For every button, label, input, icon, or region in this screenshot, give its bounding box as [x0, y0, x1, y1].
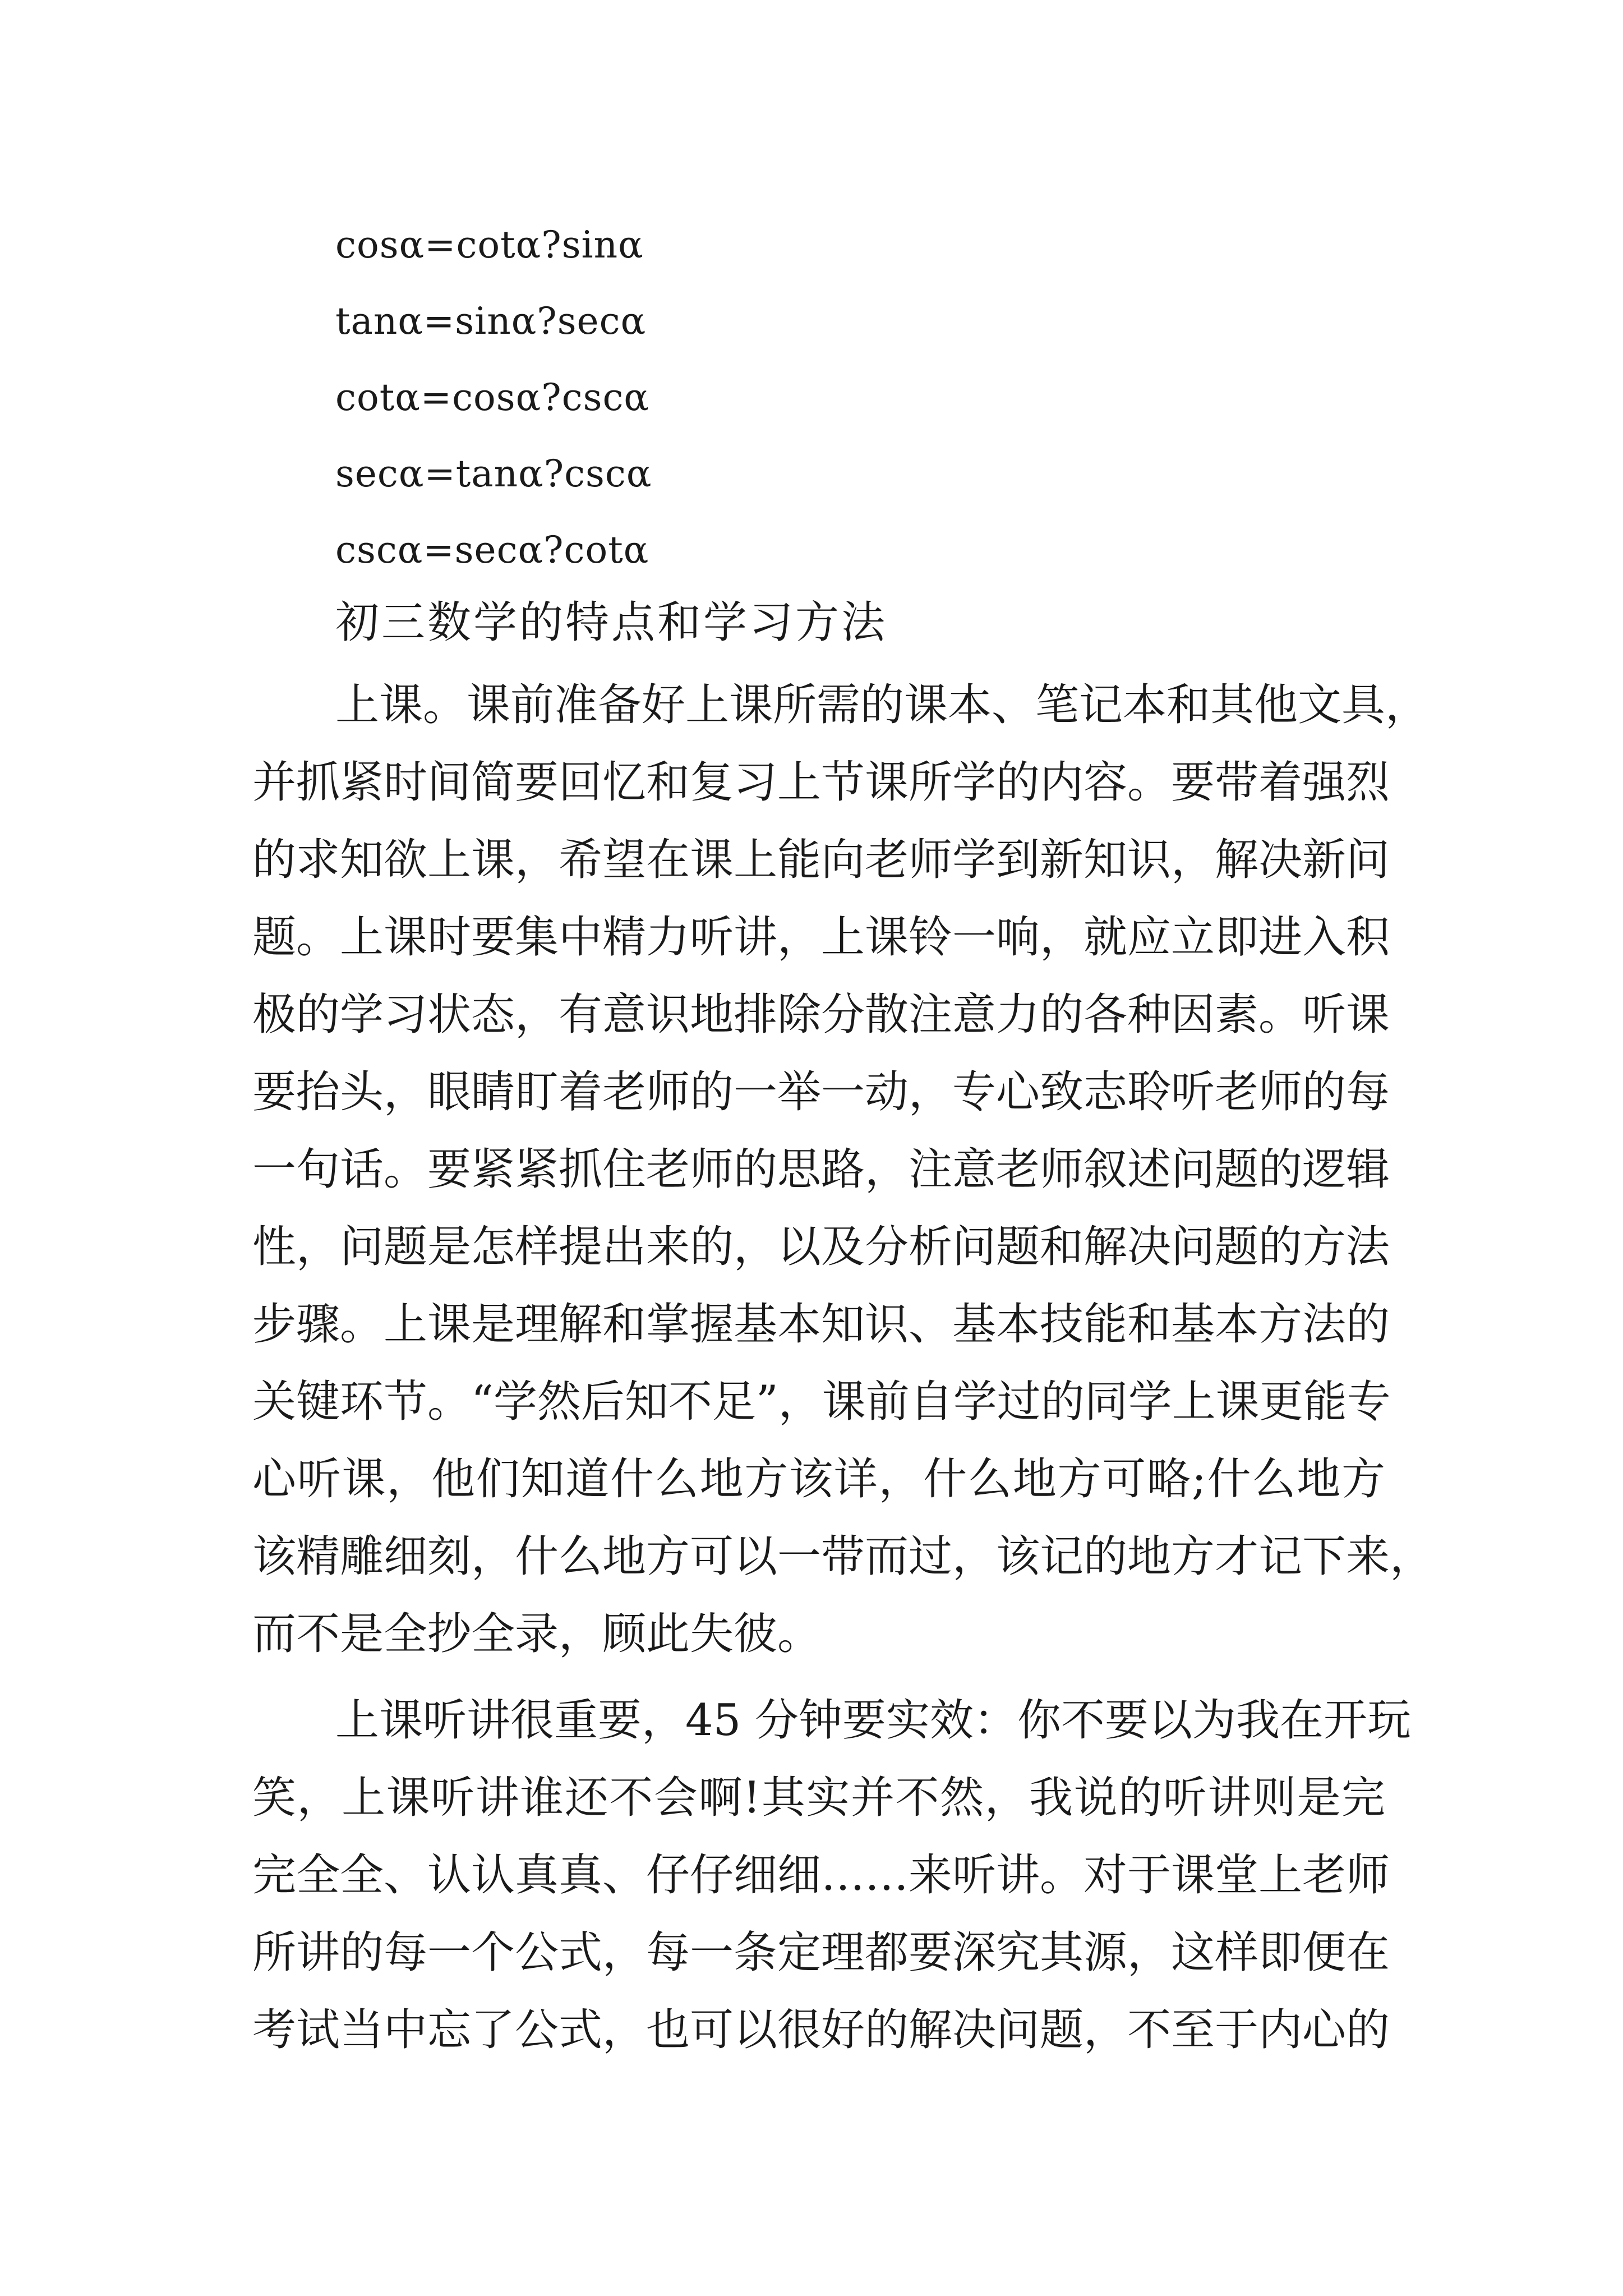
- paragraph-line: 题。上课时要集中精力听讲，上课铃一响，就应立即进入积: [252, 912, 1390, 963]
- paragraph-2: [252, 1682, 1412, 2069]
- paragraph-line: 极的学习状态，有意识地排除分散注意力的各种因素。听课: [252, 990, 1390, 1040]
- formula-line: cscα=secα?cotα: [335, 528, 649, 572]
- formula-line: tanα=sinα?secα: [335, 300, 647, 343]
- paragraph-line: 完全全、认认真真、仔仔细细……来听讲。对于课堂上老师: [252, 1850, 1390, 1901]
- paragraph-line: 一句话。要紧紧抓住老师的思路，注意老师叙述问题的逻辑: [252, 1144, 1390, 1195]
- paragraph-line: 所讲的每一个公式，每一条定理都要深究其源，这样即便在: [252, 1927, 1390, 1978]
- formula-line: cosα=cotα?sinα: [335, 223, 644, 266]
- paragraph-line: 该精雕细刻，什么地方可以一带而过，该记的地方才记下来，: [252, 1531, 1434, 1582]
- paragraph-line: 步骤。上课是理解和掌握基本知识、基本技能和基本方法的: [252, 1299, 1390, 1350]
- formula-line: secα=tanα?cscα: [335, 452, 652, 495]
- paragraph-line: 的求知欲上课，希望在课上能向老师学到新知识，解决新问: [252, 835, 1390, 885]
- paragraph-line: 心听课，他们知道什么地方该详，什么地方可略;什么地方: [252, 1454, 1385, 1504]
- paragraph-line: 并抓紧时间简要回忆和复习上节课所学的内容。要带着强烈: [252, 757, 1390, 808]
- paragraph-line: 笑，上课听讲谁还不会啊!其实并不然，我说的听讲则是完: [252, 1773, 1385, 1823]
- paragraph-line: 考试当中忘了公式，也可以很好的解决问题，不至于内心的: [252, 2005, 1390, 2055]
- paragraph-line: 而不是全抄全录，顾此失彼。: [252, 1609, 822, 1659]
- paragraph-line: 上课。课前准备好上课所需的课本、笔记本和其他文具，: [335, 680, 1430, 730]
- paragraph-line: 上课听讲很重要，45 分钟要实效：你不要以为我在开玩: [335, 1695, 1412, 1746]
- paragraph-line: 关键环节。“学然后知不足”，课前自学过的同学上课更能专: [252, 1377, 1391, 1427]
- paragraph-1: [252, 666, 1434, 1673]
- section-heading: 初三数学的特点和学习方法: [335, 597, 888, 648]
- formula-line: cotα=cosα?cscα: [335, 376, 649, 419]
- paragraph-line: 性，问题是怎样提出来的，以及分析问题和解决问题的方法: [252, 1222, 1390, 1272]
- paragraph-line: 要抬头，眼睛盯着老师的一举一动，专心致志聆听老师的每: [252, 1067, 1390, 1117]
